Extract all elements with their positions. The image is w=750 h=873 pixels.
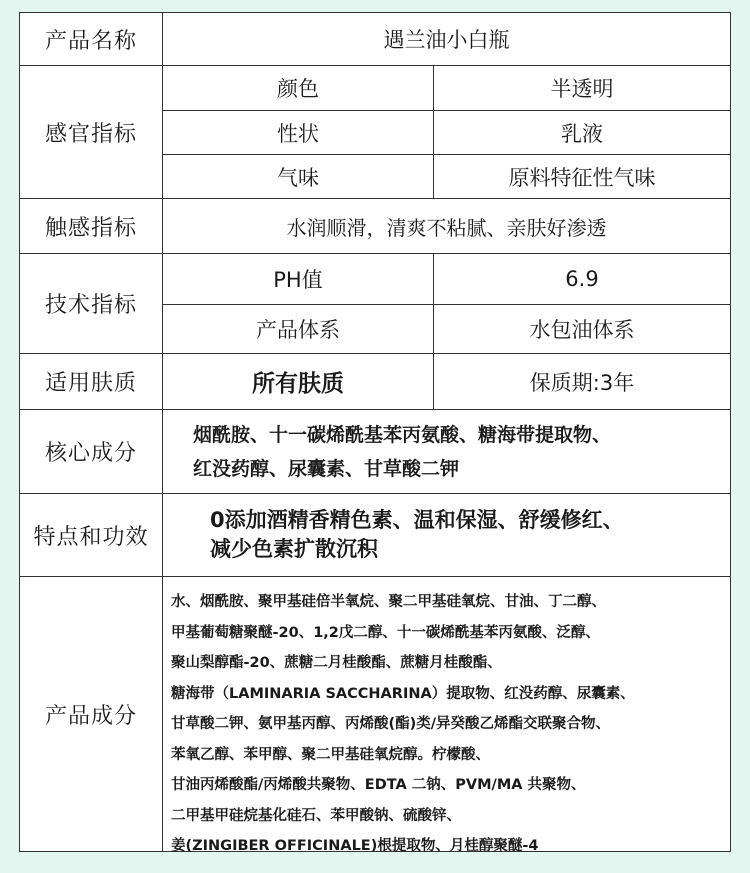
row-sensory [20,66,730,199]
features-line-2: 减少色素扩散沉积 [210,537,378,561]
technical-ph-value: 6.9 [434,254,730,305]
core-lines [193,410,730,493]
label-ingredients: 产品成分 [20,577,163,851]
ingredients-line: 甲基葡萄糖聚醚-20、1,2戊二醇、十一碳烯酰基苯丙氨酸、泛醇、 [171,624,600,641]
label-sensory: 感官指标 [20,66,163,198]
row-core [20,410,730,494]
ingredients-list [171,587,722,862]
core-line-1: 烟酰胺、十一碳烯酰基苯丙氨酸、糖海带提取物、 [193,423,612,446]
technical-system-name: 产品体系 [163,305,434,353]
label-touch: 触感指标 [20,199,163,253]
product-spec-table [19,12,731,852]
label-skin-type: 适用肤质 [20,354,163,409]
value-shelf-life: 保质期:3年 [529,370,635,395]
ingredients-line: 甘草酸二钾、氨甲基丙醇、丙烯酸(酯)类/异癸酸乙烯酯交联聚合物、 [171,716,611,732]
features-lines [210,494,730,576]
value-product-name: 遇兰油小白瓶 [383,28,510,52]
technical-system-value: 水包油体系 [529,318,635,342]
ingredients-line: 二甲基甲硅烷基化硅石、苯甲酸钠、硫酸锌、 [171,807,461,824]
row-ingredients [20,577,730,854]
technical-ph-name: PH值 [163,254,434,305]
ingredients-line: 聚山梨醇酯-20、蔗糖二月桂酸酯、蔗糖月桂酸酯、 [171,655,502,671]
value-touch: 水润顺滑，清爽不粘腻、亲肤好渗透 [286,215,607,240]
label-technical: 技术指标 [20,254,163,353]
sensory-odor-value: 原料特征性气味 [508,165,656,190]
label-core: 核心成分 [20,410,163,493]
sensory-texture-value: 乳液 [434,111,730,155]
ingredients-line: 苯氧乙醇、苯甲醇、聚二甲基硅氧烷醇。柠檬酸、 [171,746,490,763]
core-line-2: 红没药醇、尿囊素、甘草酸二钾 [193,457,460,480]
row-product-name [20,13,730,66]
row-features [20,494,730,577]
row-skin-type [20,354,730,410]
ingredients-line: 甘油丙烯酸酯/丙烯酸共聚物、EDTA 二钠、PVM/MA 共聚物、 [171,777,586,793]
row-touch [20,199,730,254]
row-technical [20,254,730,354]
ingredients-line: 糖海带（LAMINARIA SACCHARINA）提取物、红没药醇、尿囊素、 [171,685,635,702]
sensory-odor-name: 气味 [163,155,434,198]
sensory-texture-name: 性状 [163,111,434,155]
value-skin-type: 所有肤质 [163,354,434,409]
ingredients-line: 水、烟酰胺、聚甲基硅倍半氧烷、聚二甲基硅氧烷、甘油、丁二醇、 [171,594,606,610]
features-line-1: 0添加酒精香精色素、温和保湿、舒缓修红、 [210,508,624,532]
label-product-name: 产品名称 [20,13,163,65]
label-features: 特点和功效 [20,494,163,576]
sensory-color-value: 半透明 [434,66,730,111]
ingredients-line: 姜(ZINGIBER OFFICINALE)根提取物、月桂醇聚醚-4 [171,838,539,854]
sensory-color-name: 颜色 [163,66,434,111]
